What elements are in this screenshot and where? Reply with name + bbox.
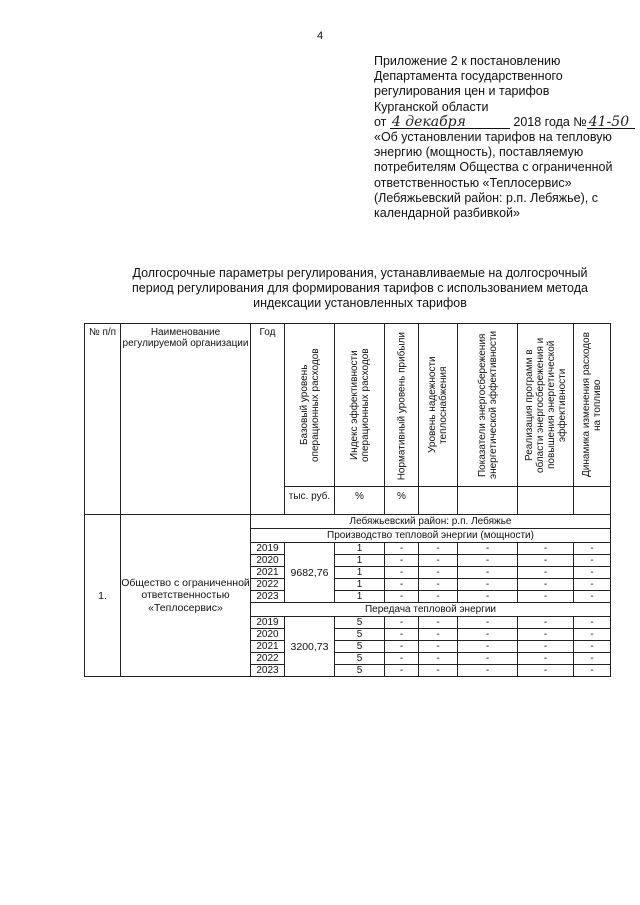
energy-cell: - bbox=[458, 543, 518, 555]
year-cell: 2021 bbox=[251, 641, 285, 653]
section-title: Передача тепловой энергии bbox=[251, 603, 611, 617]
reliability-cell: - bbox=[419, 629, 458, 641]
reliability-cell: - bbox=[419, 591, 458, 603]
unit-base-expenses: тыс. руб. bbox=[285, 487, 335, 515]
date-prefix: от bbox=[374, 114, 387, 129]
profit-cell: - bbox=[385, 579, 419, 591]
header-reliability: Уровень надежности теплоснабжения bbox=[419, 324, 458, 487]
profit-cell: - bbox=[385, 653, 419, 665]
fuel-cell: - bbox=[574, 591, 611, 603]
programs-cell: - bbox=[518, 629, 574, 641]
header-fuel: Динамика изменения расходов на топливо bbox=[574, 324, 611, 487]
reliability-cell: - bbox=[419, 567, 458, 579]
appendix-line-4: Курганской области bbox=[374, 99, 489, 114]
reliability-cell: - bbox=[419, 653, 458, 665]
programs-cell: - bbox=[518, 579, 574, 591]
base-expenses-value: 9682,76 bbox=[285, 543, 335, 603]
index-cell: 1 bbox=[335, 591, 385, 603]
base-expenses-value: 3200,73 bbox=[285, 617, 335, 677]
index-cell: 1 bbox=[335, 579, 385, 591]
profit-cell: - bbox=[385, 641, 419, 653]
reliability-cell: - bbox=[419, 543, 458, 555]
programs-cell: - bbox=[518, 617, 574, 629]
year-cell: 2019 bbox=[251, 617, 285, 629]
profit-cell: - bbox=[385, 543, 419, 555]
appendix-line-3: регулирования цен и тарифов bbox=[374, 84, 550, 99]
header-org: Наименование регулируемой организации bbox=[121, 324, 251, 515]
fuel-cell: - bbox=[574, 579, 611, 591]
energy-cell: - bbox=[458, 567, 518, 579]
profit-cell: - bbox=[385, 555, 419, 567]
year-cell: 2023 bbox=[251, 665, 285, 677]
appendix-line-1: Приложение 2 к постановлению bbox=[374, 54, 561, 68]
energy-cell: - bbox=[458, 641, 518, 653]
programs-cell: - bbox=[518, 641, 574, 653]
unit-programs bbox=[518, 487, 574, 515]
fuel-cell: - bbox=[574, 629, 611, 641]
programs-cell: - bbox=[518, 653, 574, 665]
index-cell: 5 bbox=[335, 665, 385, 677]
handwritten-number: 41-50 bbox=[587, 116, 635, 129]
index-cell: 1 bbox=[335, 567, 385, 579]
index-cell: 5 bbox=[335, 629, 385, 641]
energy-cell: - bbox=[458, 629, 518, 641]
appendix-block bbox=[374, 54, 634, 221]
programs-cell: - bbox=[518, 543, 574, 555]
energy-cell: - bbox=[458, 665, 518, 677]
appendix-date-line bbox=[374, 115, 634, 130]
year-cell: 2023 bbox=[251, 591, 285, 603]
organization-name: Общество с ограниченной ответственностью «Теплосервис» bbox=[121, 515, 251, 677]
reliability-cell: - bbox=[419, 617, 458, 629]
appendix-subject-2: энергию (мощность), поставляемую bbox=[374, 145, 584, 160]
appendix-line-2: Департамента государственного bbox=[374, 69, 563, 84]
row-number: 1. bbox=[85, 515, 121, 677]
unit-profit-level: % bbox=[385, 487, 419, 515]
header-number: № п/п bbox=[85, 324, 121, 515]
unit-fuel bbox=[574, 487, 611, 515]
appendix-subject-1: «Об установлении тарифов на тепловую bbox=[374, 130, 612, 145]
fuel-cell: - bbox=[574, 555, 611, 567]
profit-cell: - bbox=[385, 629, 419, 641]
energy-cell: - bbox=[458, 555, 518, 567]
fuel-cell: - bbox=[574, 641, 611, 653]
header-profit-level: Нормативный уровень прибыли bbox=[385, 324, 419, 487]
profit-cell: - bbox=[385, 567, 419, 579]
appendix-subject-6: календарной разбивкой» bbox=[374, 206, 520, 221]
year-cell: 2019 bbox=[251, 543, 285, 555]
programs-cell: - bbox=[518, 555, 574, 567]
unit-reliability bbox=[419, 487, 458, 515]
energy-cell: - bbox=[458, 653, 518, 665]
heading-line-3: индексации установленных тарифов bbox=[253, 296, 467, 310]
energy-cell: - bbox=[458, 591, 518, 603]
header-year: Год bbox=[251, 324, 285, 515]
header-row bbox=[85, 324, 611, 487]
heading-line-2: период регулирования для формирования тарифов с использованием метода bbox=[132, 281, 588, 295]
year-cell: 2022 bbox=[251, 653, 285, 665]
fuel-cell: - bbox=[574, 653, 611, 665]
header-efficiency-index: Индекс эффективности операционных расходов bbox=[335, 324, 385, 487]
index-cell: 5 bbox=[335, 617, 385, 629]
section-title: Производство тепловой энергии (мощности) bbox=[251, 529, 611, 543]
programs-cell: - bbox=[518, 567, 574, 579]
year-cell: 2021 bbox=[251, 567, 285, 579]
appendix-subject-5: (Лебяжьевский район: р.п. Лебяжье), с bbox=[374, 190, 598, 205]
appendix-subject-3: потребителям Общества с ограниченной bbox=[374, 160, 613, 175]
region-title: Лебяжьевский район: р.п. Лебяжье bbox=[251, 515, 611, 529]
reliability-cell: - bbox=[419, 641, 458, 653]
index-cell: 5 bbox=[335, 653, 385, 665]
profit-cell: - bbox=[385, 665, 419, 677]
parameters-table bbox=[84, 323, 611, 677]
unit-efficiency-index: % bbox=[335, 487, 385, 515]
fuel-cell: - bbox=[574, 543, 611, 555]
energy-cell: - bbox=[458, 579, 518, 591]
region-row bbox=[85, 515, 611, 529]
index-cell: 1 bbox=[335, 543, 385, 555]
programs-cell: - bbox=[518, 665, 574, 677]
page-number: 4 bbox=[316, 30, 324, 42]
profit-cell: - bbox=[385, 617, 419, 629]
date-middle: 2018 года № bbox=[513, 114, 587, 129]
year-cell: 2020 bbox=[251, 629, 285, 641]
index-cell: 5 bbox=[335, 641, 385, 653]
handwritten-date: 4 декабря bbox=[390, 116, 510, 129]
reliability-cell: - bbox=[419, 555, 458, 567]
header-energy-saving: Показатели энергосбережения энергетической эффективности bbox=[458, 324, 518, 487]
appendix-subject-4: ответственностью «Теплосервис» bbox=[374, 175, 572, 190]
heading-line-1: Долгосрочные параметры регулирования, устанавливаемые на долгосрочный bbox=[132, 266, 588, 280]
unit-energy-saving bbox=[458, 487, 518, 515]
fuel-cell: - bbox=[574, 617, 611, 629]
year-cell: 2022 bbox=[251, 579, 285, 591]
fuel-cell: - bbox=[574, 567, 611, 579]
header-programs: Реализация программ в области энергосбережения и повышения энергетической эффективности bbox=[518, 324, 574, 487]
programs-cell: - bbox=[518, 591, 574, 603]
reliability-cell: - bbox=[419, 579, 458, 591]
document-heading bbox=[100, 266, 620, 311]
index-cell: 1 bbox=[335, 555, 385, 567]
fuel-cell: - bbox=[574, 665, 611, 677]
header-base-expenses: Базовый уровень операционных расходов bbox=[285, 324, 335, 487]
profit-cell: - bbox=[385, 591, 419, 603]
year-cell: 2020 bbox=[251, 555, 285, 567]
reliability-cell: - bbox=[419, 665, 458, 677]
energy-cell: - bbox=[458, 617, 518, 629]
